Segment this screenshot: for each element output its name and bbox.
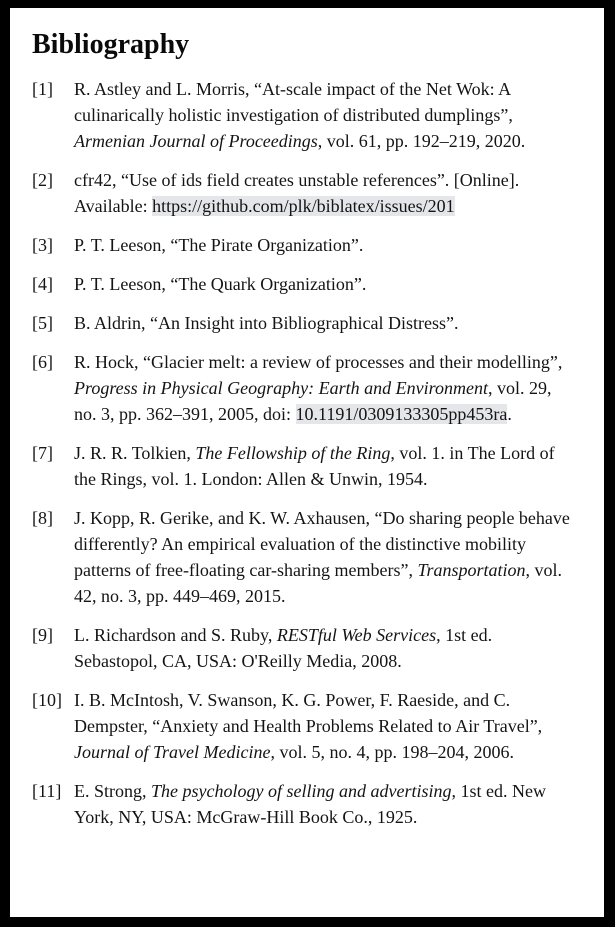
reference-text-segment: .: [507, 404, 512, 424]
reference-label: [2]: [32, 170, 53, 190]
reference-label: [6]: [32, 352, 53, 372]
work-title-italic: Progress in Physical Geography: Earth and Environment: [74, 378, 488, 398]
reference-text-segment: P. T. Leeson, “The Quark Organization”.: [74, 274, 367, 294]
reference-label: [10]: [32, 690, 62, 710]
reference-label: [7]: [32, 443, 53, 463]
reference-label: [3]: [32, 235, 53, 255]
reference-text-segment: P. T. Leeson, “The Pirate Organization”.: [74, 235, 364, 255]
reference-text-segment: B. Aldrin, “An Insight into Bibliographical Distress”.: [74, 313, 459, 333]
work-title-italic: The psychology of selling and advertising: [151, 781, 452, 801]
reference-text-segment: E. Strong,: [74, 781, 152, 801]
reference-label: [11]: [32, 781, 62, 801]
reference-text-segment: , 1st ed. New York, NY, USA: McGraw-Hill Book Co., 1925.: [74, 781, 546, 827]
reference-label: [8]: [32, 508, 53, 528]
reference-text: [74, 622, 578, 674]
reference-text: [74, 167, 578, 219]
reference-text: [74, 76, 578, 154]
reference-text: [74, 778, 578, 830]
reference-text-segment: J. Kopp, R. Gerike, and K. W. Axhausen, “Do sharing people behave differently? An empirical evaluation of the distinctive mobility patterns of free-floating car-sharing members”,: [74, 508, 570, 580]
reference-text-segment: , vol. 29, no. 3, pp. 362–391, 2005, doi:: [74, 378, 552, 424]
reference-text-segment: , vol. 42, no. 3, pp. 449–469, 2015.: [74, 560, 563, 606]
reference-item: [32, 167, 578, 219]
reference-text-segment: I. B. McIntosh, V. Swanson, K. G. Power, F. Raeside, and C. Dempster, “Anxiety and Health Problems Related to Air Travel”,: [74, 690, 543, 736]
hyperlink[interactable]: 10.1191/0309133305pp453ra: [295, 404, 508, 424]
work-title-italic: Journal of Travel Medicine: [74, 742, 271, 762]
reference-text: [74, 505, 578, 609]
reference-text-segment: , vol. 5, no. 4, pp. 198–204, 2006.: [270, 742, 514, 762]
reference-text: [74, 232, 578, 258]
reference-text-segment: , vol. 61, pp. 192–219, 2020.: [317, 131, 526, 151]
reference-text: [74, 687, 578, 765]
reference-label: [4]: [32, 274, 53, 294]
work-title-italic: RESTful Web Services: [276, 625, 437, 645]
work-title-italic: Transportation: [417, 560, 526, 580]
reference-item: [32, 271, 578, 297]
reference-label: [1]: [32, 79, 53, 99]
reference-text-segment: , 1st ed. Sebastopol, CA, USA: O'Reilly Media, 2008.: [74, 625, 493, 671]
reference-text: [74, 440, 578, 492]
reference-text-segment: R. Astley and L. Morris, “At-scale impact of the Net Wok: A culinarically holistic investigation of distributed dumplings”,: [74, 79, 513, 125]
reference-label: [9]: [32, 625, 53, 645]
reference-text: [74, 310, 578, 336]
reference-item: [32, 76, 578, 154]
reference-item: [32, 310, 578, 336]
bibliography-list: [32, 76, 578, 830]
reference-label: [5]: [32, 313, 53, 333]
reference-item: [32, 778, 578, 830]
page-title: Bibliography: [32, 29, 190, 60]
reference-text-segment: cfr42, “Use of ids field creates unstable references”. [Online]. Available:: [74, 170, 520, 216]
reference-text-segment: , vol. 1. in The Lord of the Rings, vol. 1. London: Allen & Unwin, 1954.: [74, 443, 555, 489]
work-title-italic: The Fellowship of the Ring: [195, 443, 391, 463]
reference-item: [32, 232, 578, 258]
reference-text-segment: J. R. R. Tolkien,: [74, 443, 196, 463]
reference-text: [74, 349, 578, 427]
reference-item: [32, 349, 578, 427]
document-page: [10, 8, 604, 917]
hyperlink[interactable]: https://github.com/plk/biblatex/issues/201: [152, 196, 455, 216]
reference-item: [32, 687, 578, 765]
reference-text-segment: L. Richardson and S. Ruby,: [74, 625, 277, 645]
reference-item: [32, 505, 578, 609]
reference-text-segment: R. Hock, “Glacier melt: a review of processes and their modelling”,: [74, 352, 563, 372]
reference-item: [32, 440, 578, 492]
reference-item: [32, 622, 578, 674]
reference-text: [74, 271, 578, 297]
work-title-italic: Armenian Journal of Proceedings: [74, 131, 318, 151]
